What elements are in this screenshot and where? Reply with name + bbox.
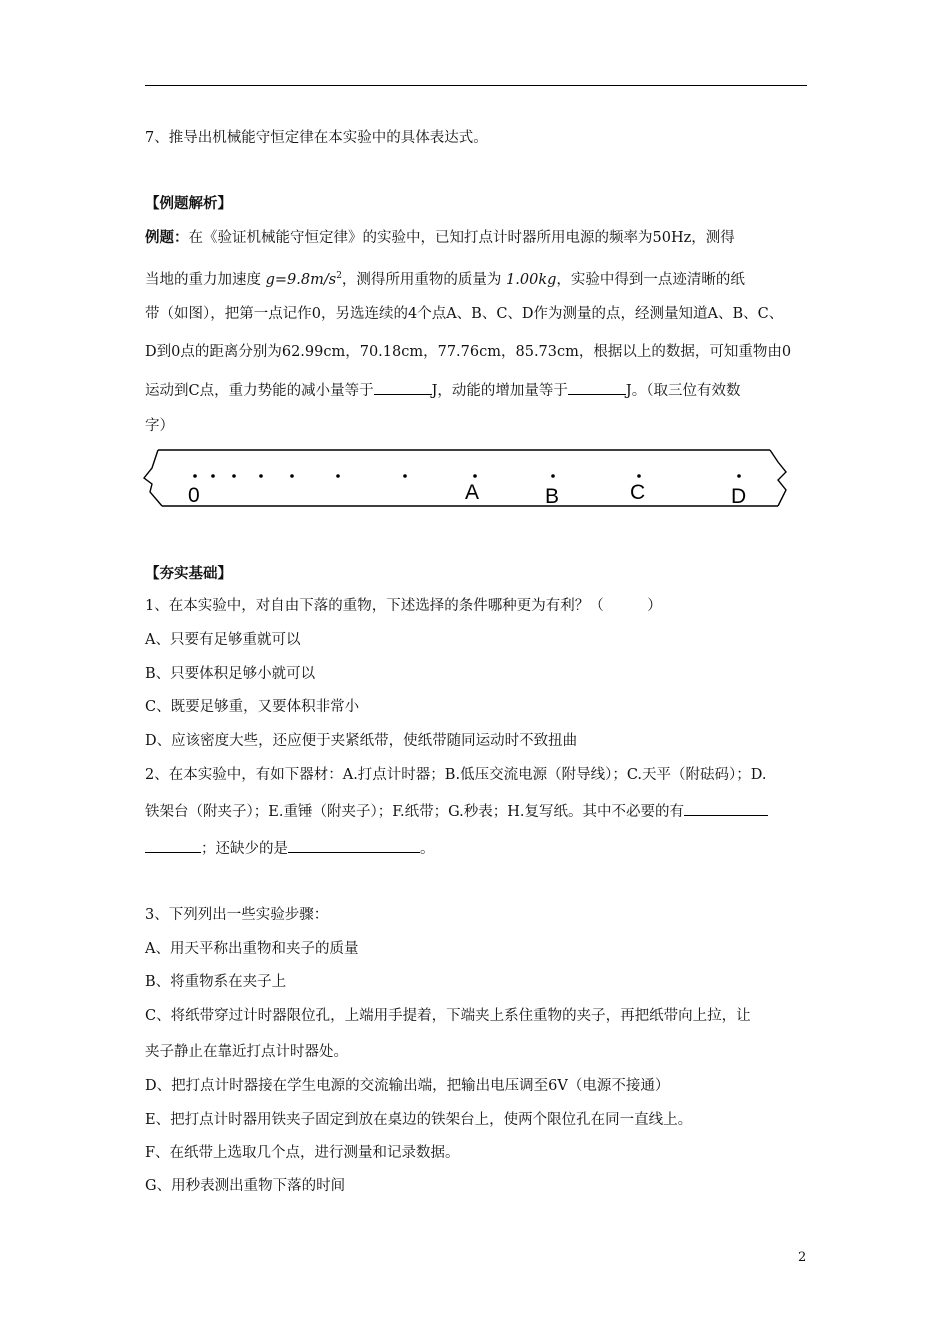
question-3-step-e: E、把打点计时器用铁夹子固定到放在桌边的铁架台上，使两个限位孔在同一直线上。 [145, 1112, 693, 1128]
tape-dot [259, 474, 263, 478]
gravity-value: g=9.8m/s [265, 271, 337, 288]
tape-dot [232, 474, 236, 478]
question-2-line-3 [145, 838, 810, 859]
tape-dot [336, 474, 340, 478]
question-3-step-c-cont: 夹子静止在靠近打点计时器处。 [145, 1044, 348, 1060]
tape-dot [737, 474, 741, 478]
mass-value: 1.00kg [506, 271, 557, 288]
question-1-option-c: C、既要足够重，又要体积非常小 [145, 699, 360, 715]
answer-blank-unnecessary-cont[interactable] [145, 838, 201, 853]
question-3-step-g: G、用秒表测出重物下落的时间 [145, 1178, 346, 1194]
tape-label-d: D [731, 485, 747, 508]
answer-blank-missing[interactable] [288, 838, 420, 853]
tape-dot [403, 474, 407, 478]
tape-dot [193, 474, 197, 478]
answer-blank-kinetic[interactable] [568, 380, 626, 395]
question-1-stem: 1、在本实验中，对自由下落的重物，下述选择的条件哪种更为有利？（ ） [145, 598, 662, 614]
page-number: 2 [798, 1250, 807, 1265]
tape-label-c: C [630, 481, 646, 504]
example-label: 例题： [145, 229, 189, 246]
example-text-5c: J。（取三位有效数 [625, 383, 741, 399]
question-2-text-3a: ；还缺少的是 [201, 841, 288, 857]
example-line-4: D到0点的距离分别为62.99cm，70.18cm，77.76cm，85.73cm，根据以上的数据，可知重物由0 [145, 344, 792, 360]
question-1-option-b: B、只要体积足够小就可以 [145, 666, 316, 682]
question-3-step-a: A、用天平称出重物和夹子的质量 [145, 941, 359, 957]
question-2-text-3b: 。 [420, 841, 435, 857]
question-2-text-2: 铁架台（附夹子）；E.重锤（附夹子）；F.纸带；G.秒表；H.复写纸。其中不必要的有 [145, 804, 685, 820]
question-2-line-1: 2、在本实验中，有如下器材：A.打点计时器；B.低压交流电源（附导线）；C.天平（附砝码）；D. [145, 767, 767, 783]
question-7: 7、推导出机械能守恒定律在本实验中的具体表达式。 [145, 130, 488, 146]
example-section-heading: 【例题解析】 [145, 195, 232, 212]
example-text-5a: 运动到C点，重力势能的减小量等于 [145, 383, 374, 399]
tape-dot [290, 474, 294, 478]
answer-blank-unnecessary[interactable] [684, 801, 768, 816]
question-1-option-a: A、只要有足够重就可以 [145, 632, 301, 648]
question-3-step-d: D、把打点计时器接在学生电源的交流输出端，把输出电压调至6V（电源不接通） [145, 1078, 670, 1094]
example-line-2 [145, 266, 810, 290]
question-3-step-f: F、在纸带上选取几个点，进行测量和记录数据。 [145, 1145, 460, 1161]
example-text-2b: ，测得所用重物的质量为 [341, 271, 507, 288]
question-3-step-b: B、将重物系在夹子上 [145, 974, 287, 990]
tape-dot [551, 474, 555, 478]
basics-section-heading: 【夯实基础】 [145, 565, 232, 582]
example-line-1 [145, 228, 810, 248]
header-rule [145, 85, 807, 86]
example-line-3: 带（如图），把第一点记作0，另选连续的4个点A、B、C、D作为测量的点，经测量知道A、B、C、 [145, 306, 784, 322]
tape-label-a: A [465, 481, 480, 504]
gravity-exponent: 2 [336, 271, 342, 281]
question-2-line-2 [145, 801, 810, 822]
example-text-1: 在《验证机械能守恒定律》的实验中，已知打点计时器所用电源的频率为50Hz，测得 [188, 230, 735, 246]
example-line-6: 字） [145, 418, 174, 434]
example-text-5b: J，动能的增加量等于 [431, 383, 568, 399]
tape-dot [211, 474, 215, 478]
example-line-5 [145, 380, 810, 401]
question-3-stem: 3、下列列出一些实验步骤： [145, 907, 329, 923]
tape-label-b: B [545, 485, 560, 508]
paper-tape-figure [140, 438, 800, 516]
question-3-step-c: C、将纸带穿过计时器限位孔，上端用手提着，下端夹上系住重物的夹子，再把纸带向上拉，让 [145, 1008, 751, 1024]
tape-dot [473, 474, 477, 478]
tape-label-0: 0 [188, 484, 200, 507]
answer-blank-potential[interactable] [374, 380, 432, 395]
example-text-2c: ，实验中得到一点迹清晰的纸 [556, 271, 745, 288]
question-1-option-d: D、应该密度大些，还应便于夹紧纸带，使纸带随同运动时不致扭曲 [145, 733, 578, 749]
tape-dot [637, 474, 641, 478]
tape-dots [193, 474, 741, 478]
example-text-2a: 当地的重力加速度 [145, 271, 266, 288]
